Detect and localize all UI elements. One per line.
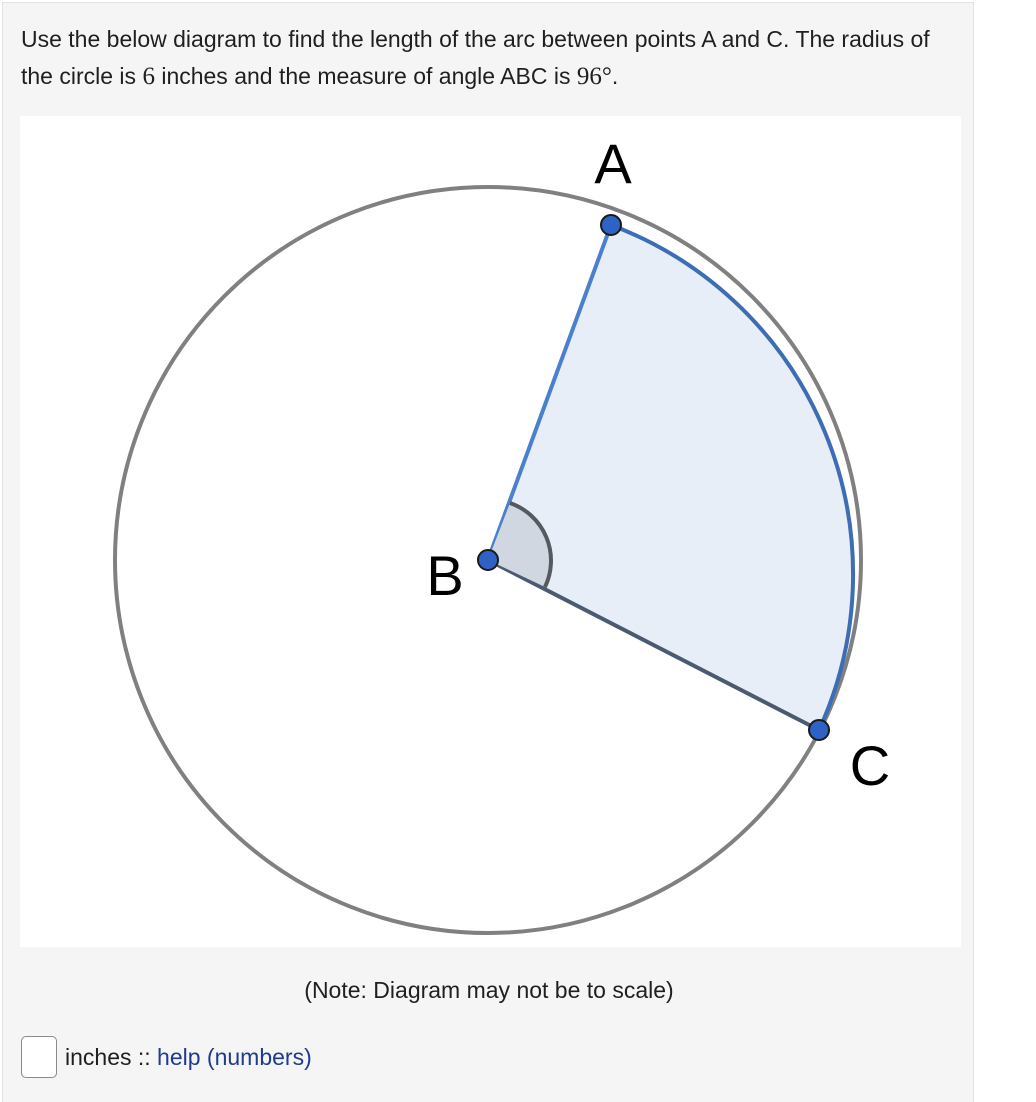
point-a (601, 215, 621, 235)
question-part-3: . (611, 63, 619, 89)
unit-label: inches :: (65, 1043, 158, 1070)
circle-diagram-svg (20, 116, 961, 947)
help-link[interactable]: help (numbers) (157, 1043, 312, 1070)
answer-row (21, 1033, 312, 1081)
question-text (21, 21, 951, 95)
angle-value: 96° (576, 63, 612, 90)
scale-note: (Note: Diagram may not be to scale) (304, 977, 674, 1003)
question-panel (2, 2, 974, 1102)
point-b (478, 550, 498, 570)
question-part-1: Use the below diagram to find the length of the arc between points A and C. The radius of the circle is (21, 26, 930, 89)
question-part-2: inches and the measure of angle ABC is (154, 63, 577, 89)
radius-value: 6 (142, 63, 155, 90)
label-a: A (594, 132, 632, 195)
label-c: C (849, 734, 891, 797)
point-c (809, 720, 829, 740)
diagram (20, 116, 961, 947)
answer-input[interactable] (21, 1036, 57, 1078)
label-b: B (426, 544, 464, 607)
